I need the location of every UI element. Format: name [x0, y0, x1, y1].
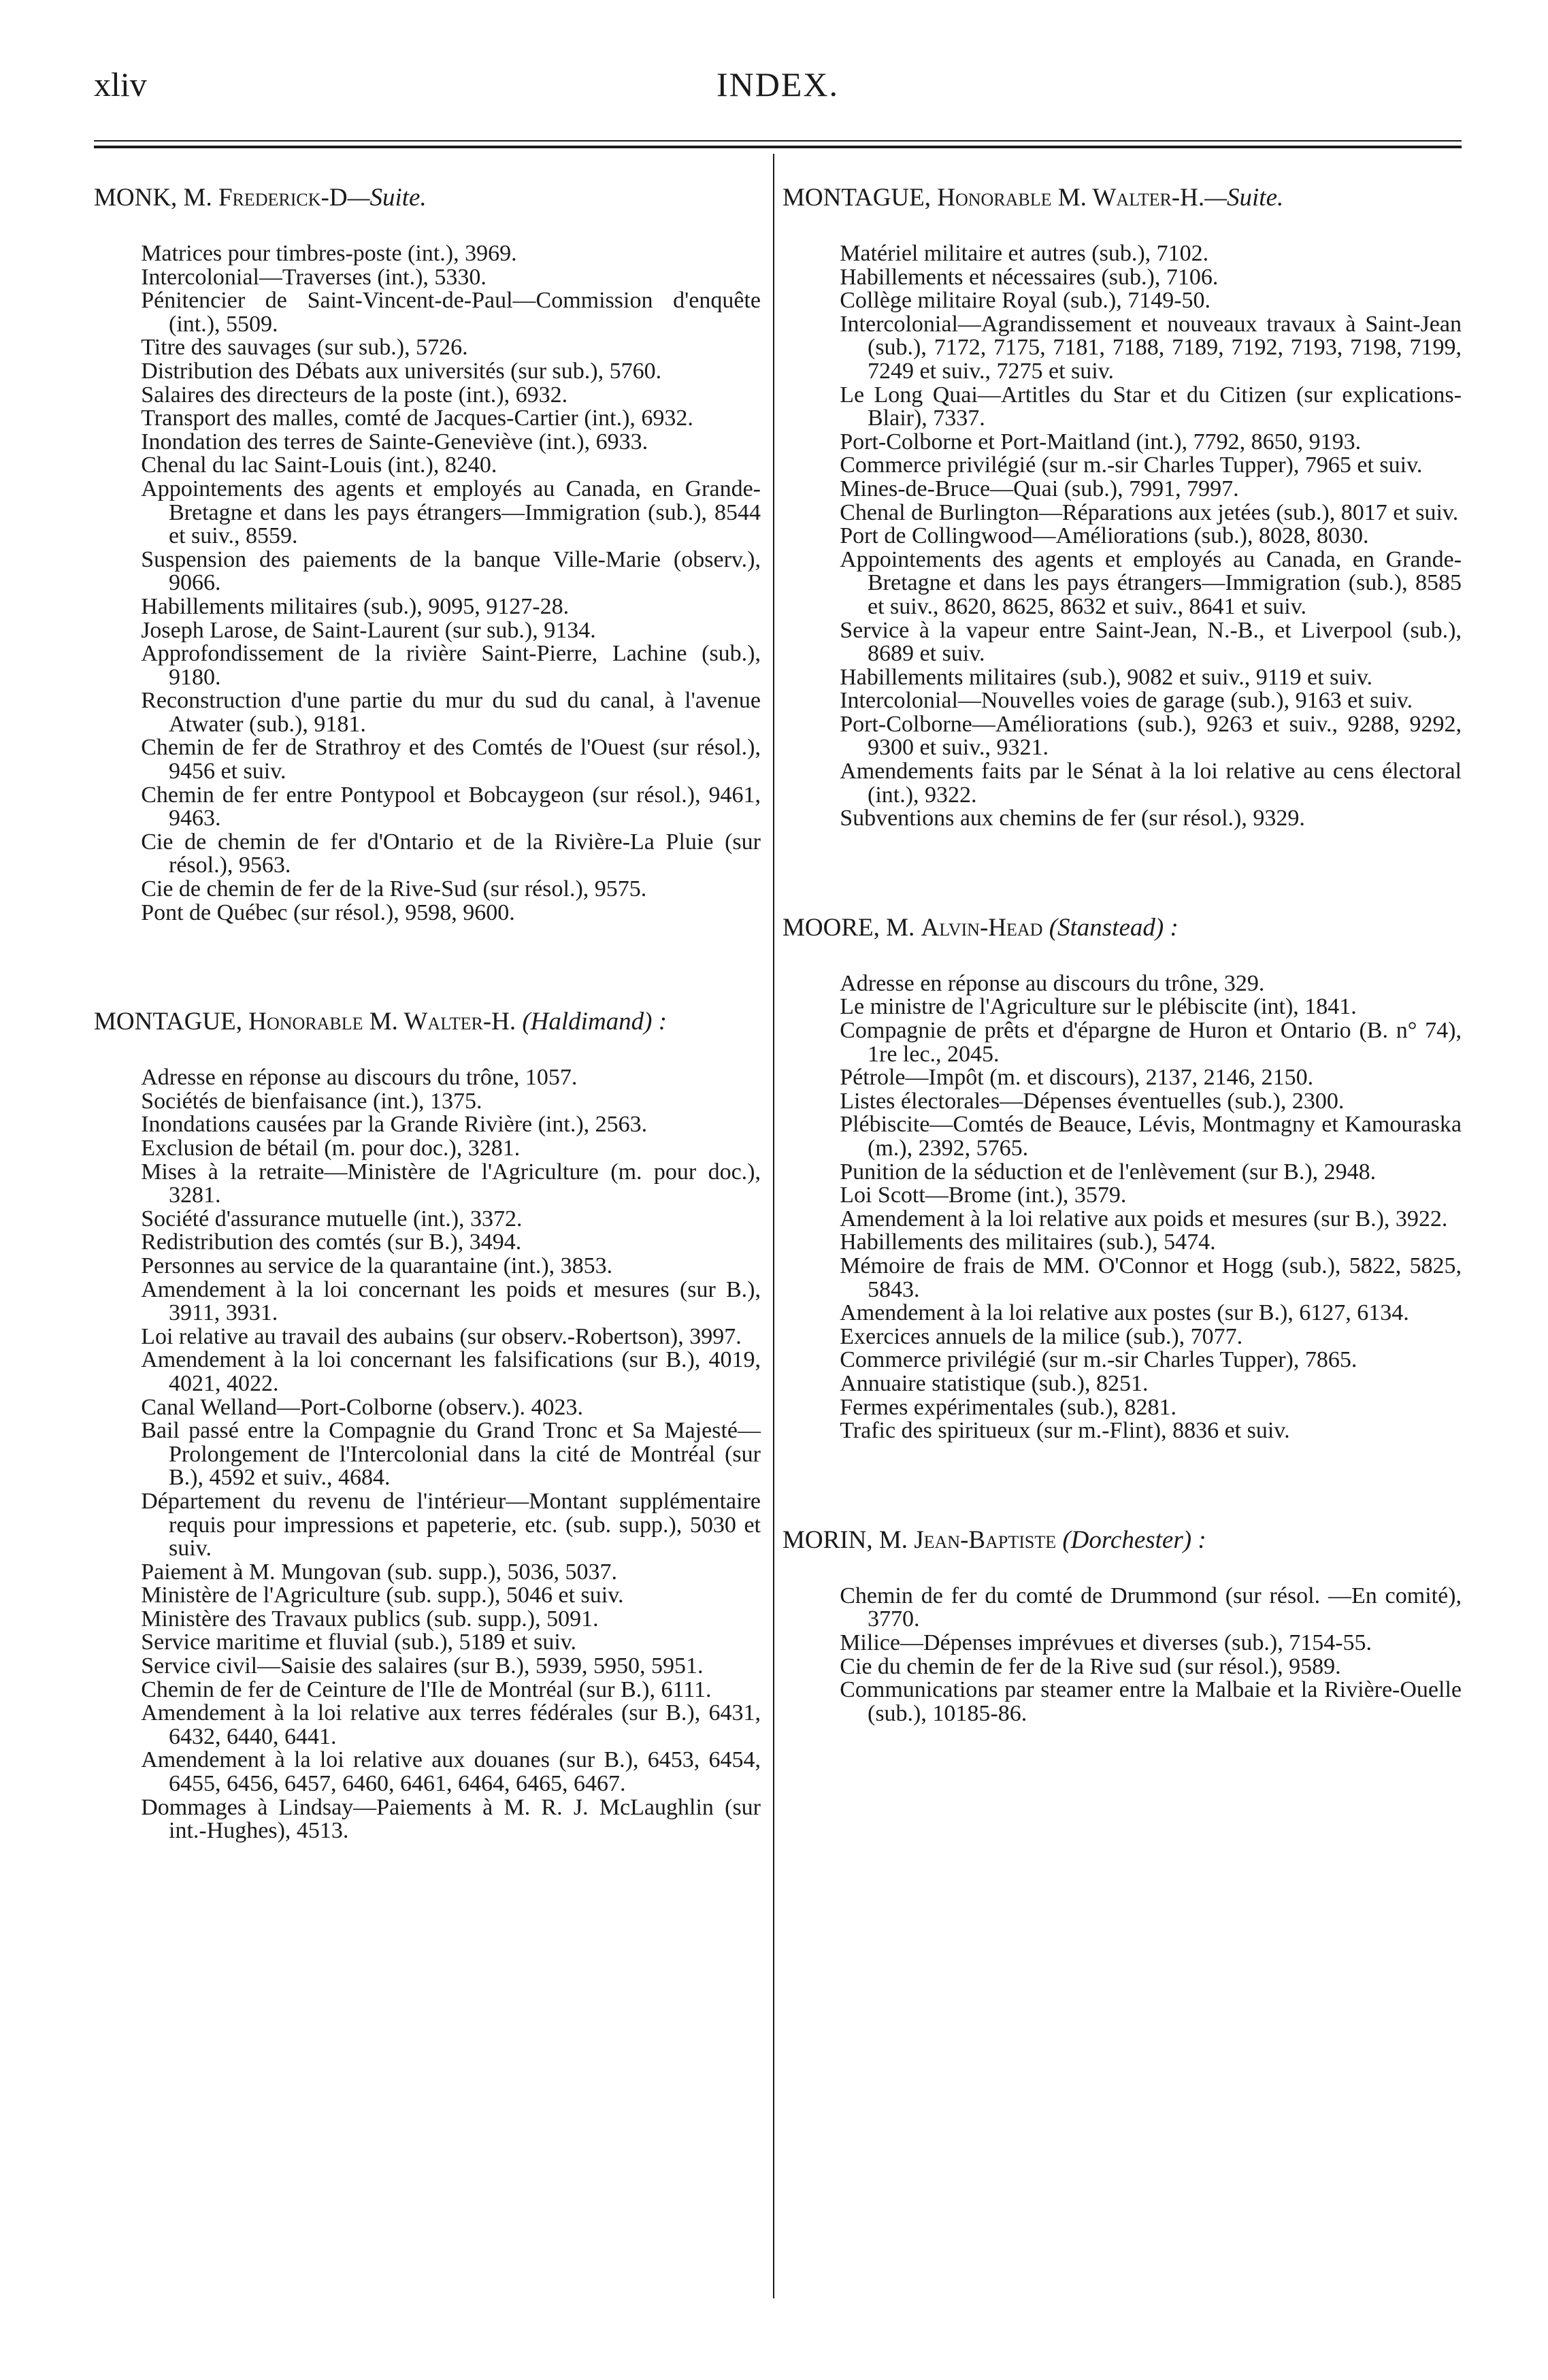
page-title: INDEX. — [716, 65, 840, 103]
index-entry: Mises à la retraite—Ministère de l'Agriculture (m. pour doc.), 3281. — [141, 1159, 761, 1208]
index-entry: Le ministre de l'Agriculture sur le plébiscite (int), 1841. — [840, 994, 1357, 1020]
index-entry: Appointements des agents et employés au Canada, en Grande-Bretagne et dans les pays étrangers—Immigration (sub.), 8585 et suiv., 8620, 8625, 8632 et suiv., 8641 et suiv. — [840, 546, 1462, 619]
index-entry: Mines-de-Bruce—Quai (sub.), 7991, 7997. — [840, 476, 1239, 501]
index-entry: Exercices annuels de la milice (sub.), 7077. — [840, 1323, 1243, 1349]
member-given-name: Jean-Baptiste — [914, 1525, 1057, 1554]
index-entry: Joseph Larose, de Saint-Laurent (sur sub.), 9134. — [141, 617, 596, 643]
index-entry: Transport des malles, comté de Jacques-Cartier (int.), 6932. — [141, 406, 693, 431]
index-section — [94, 1006, 761, 1843]
index-entry: Chemin de fer du comté de Drummond (sur résol. —En comité), 3770. — [840, 1583, 1462, 1632]
index-entry: Listes électorales—Dépenses éventuelles (sub.), 2300. — [840, 1088, 1345, 1114]
index-entry: Paiement à M. Mungovan (sub. supp.), 5036, 5037. — [141, 1559, 617, 1585]
index-entry: Amendement à la loi relative aux douanes (sur B.), 6453, 6454, 6455, 6456, 6457, 6460, 6461, 6464, 6465, 6467. — [141, 1747, 761, 1797]
index-entry: Matrices pour timbres-poste (int.), 3969. — [141, 241, 517, 266]
index-entry: Chenal du lac Saint-Louis (int.), 8240. — [141, 452, 497, 478]
index-entry: Intercolonial—Nouvelles voies de garage (sub.), 9163 et suiv. — [840, 688, 1413, 714]
index-entry: Trafic des spiritueux (sur m.-Flint), 8836 et suiv. — [840, 1418, 1290, 1444]
index-entry: Mémoire de frais de MM. O'Connor et Hogg (sub.), 5822, 5825, 5843. — [840, 1253, 1462, 1302]
index-section — [783, 182, 1462, 831]
entry-list — [94, 242, 761, 925]
section-gap — [783, 831, 1462, 912]
left-column — [94, 182, 761, 1843]
index-entry: Inondation des terres de Sainte-Geneviève (int.), 6933. — [141, 429, 648, 454]
member-name: MONTAGUE, — [783, 184, 938, 212]
index-entry: Cie du chemin de fer de la Rive sud (sur résol.), 9589. — [840, 1653, 1341, 1679]
index-entry: Fermes expérimentales (sub.), 8281. — [840, 1394, 1176, 1420]
index-entry: Chemin de fer entre Pontypool et Bobcaygeon (sur résol.), 9461, 9463. — [141, 782, 761, 831]
index-entry: Collège militaire Royal (sub.), 7149-50. — [840, 288, 1211, 314]
index-entry: Reconstruction d'une partie du mur du sud du canal, à l'avenue Atwater (sub.), 9181. — [141, 688, 761, 737]
index-entry: Subventions aux chemins de fer (sur résol.), 9329. — [840, 806, 1305, 831]
index-entry: Habillements des militaires (sub.), 5474. — [840, 1229, 1216, 1255]
index-entry: Salaires des directeurs de la poste (int.), 6932. — [141, 382, 568, 408]
member-given-name: Honorable M. Walter-H. — [248, 1008, 516, 1036]
index-entry: Loi relative au travail des aubains (sur observ.-Robertson), 3997. — [141, 1323, 742, 1349]
member-name: MONTAGUE, — [94, 1008, 249, 1036]
member-riding: (Stanstead) : — [1042, 913, 1179, 942]
index-section — [783, 1525, 1462, 1726]
index-entry: Cie de chemin de fer d'Ontario et de la Rivière-La Pluie (sur résol.), 9563. — [141, 829, 761, 878]
member-name: MONK, M. — [94, 184, 218, 212]
index-section — [94, 182, 761, 925]
right-column — [783, 182, 1462, 1725]
index-entry: Amendements faits par le Sénat à la loi relative au cens électoral (int.), 9322. — [840, 759, 1462, 808]
index-entry: Punition de la séduction et de l'enlèvement (sur B.), 2948. — [840, 1159, 1377, 1185]
member-riding: —Suite. — [1204, 184, 1284, 212]
member-name: MOORE, M. — [783, 913, 921, 942]
entry-list — [783, 242, 1462, 831]
index-entry: Port-Colborne—Améliorations (sub.), 9263 et suiv., 9288, 9292, 9300 et suiv., 9321. — [840, 711, 1462, 761]
index-entry: Compagnie de prêts et d'épargne de Huron et Ontario (B. n° 74), 1re lec., 2045. — [840, 1018, 1462, 1067]
index-entry: Intercolonial—Agrandissement et nouveaux travaux à Saint-Jean (sub.), 7172, 7175, 7181, 7188, 7189, 7192, 7193, 7198, 7199, 7249 et suiv., 7275 et suiv. — [840, 311, 1462, 384]
column-divider — [773, 154, 774, 2298]
index-entry: Inondations causées par la Grande Rivière (int.), 2563. — [141, 1112, 648, 1138]
index-entry: Chenal de Burlington—Réparations aux jetées (sub.), 8017 et suiv. — [840, 499, 1459, 525]
entry-list — [783, 1585, 1462, 1726]
member-name: MORIN, M. — [783, 1525, 915, 1554]
index-entry: Chemin de fer de Ceinture de l'Ile de Montréal (sur B.), 6111. — [141, 1676, 712, 1702]
index-entry: Annuaire statistique (sub.), 8251. — [840, 1370, 1149, 1396]
index-entry: Pétrole—Impôt (m. et discours), 2137, 2146, 2150. — [840, 1065, 1314, 1091]
member-riding: (Dorchester) : — [1056, 1525, 1206, 1554]
index-entry: Adresse en réponse au discours du trône, 1057. — [141, 1065, 578, 1091]
index-entry: Habillements et nécessaires (sub.), 7106. — [840, 264, 1219, 290]
index-entry: Approfondissement de la rivière Saint-Pierre, Lachine (sub.), 9180. — [141, 641, 761, 690]
member-heading — [783, 912, 1462, 944]
entry-list — [783, 972, 1462, 1443]
index-entry: Service maritime et fluvial (sub.), 5189 et suiv. — [141, 1630, 577, 1655]
section-gap — [94, 925, 761, 1006]
index-entry: Amendement à la loi concernant les falsifications (sur B.), 4019, 4021, 4022. — [141, 1347, 761, 1396]
index-entry: Plébiscite—Comtés de Beauce, Lévis, Montmagny et Kamouraska (m.), 2392, 5765. — [840, 1112, 1462, 1161]
index-entry: Canal Welland—Port-Colborne (observ.). 4023. — [141, 1394, 583, 1420]
page-header — [94, 65, 1462, 119]
member-riding: —Suite. — [347, 184, 427, 212]
index-entry: Exclusion de bétail (m. pour doc.), 3281. — [141, 1136, 521, 1161]
index-entry: Suspension des paiements de la banque Ville-Marie (observ.), 9066. — [141, 546, 761, 596]
index-entry: Distribution des Débats aux universités (sur sub.), 5760. — [141, 358, 662, 384]
index-entry: Port-Colborne et Port-Maitland (int.), 7792, 8650, 9193. — [840, 429, 1362, 454]
index-entry: Dommages à Lindsay—Paiements à M. R. J. McLaughlin (sur int.-Hughes), 4513. — [141, 1794, 761, 1844]
index-entry: Habillements militaires (sub.), 9095, 9127-28. — [141, 593, 570, 619]
index-entry: Service civil—Saisie des salaires (sur B.), 5939, 5950, 5951. — [141, 1653, 704, 1679]
section-gap — [783, 1443, 1462, 1525]
member-given-name: Honorable M. Walter-H. — [937, 184, 1205, 212]
index-entry: Amendement à la loi relative aux poids et mesures (sur B.), 3922. — [840, 1206, 1448, 1232]
header-rule-thick — [94, 146, 1462, 148]
index-entry: Matériel militaire et autres (sub.), 7102. — [840, 241, 1209, 266]
index-entry: Bail passé entre la Compagnie du Grand Tronc et Sa Majesté—Prolongement de l'Intercolonial dans la cité de Montréal (sur B.), 4592 et suiv., 4684. — [141, 1418, 761, 1491]
index-entry: Titre des sauvages (sur sub.), 5726. — [141, 335, 468, 361]
index-entry: Amendement à la loi relative aux terres fédérales (sur B.), 6431, 6432, 6440, 6441. — [141, 1700, 761, 1749]
index-entry: Amendement à la loi concernant les poids et mesures (sur B.), 3911, 3931. — [141, 1276, 761, 1326]
index-entry: Communications par steamer entre la Malbaie et la Rivière-Ouelle (sub.), 10185-86. — [840, 1677, 1462, 1726]
index-entry: Commerce privilégié (sur m.-sir Charles Tupper), 7965 et suiv. — [840, 452, 1423, 478]
index-entry: Service à la vapeur entre Saint-Jean, N.-B., et Liverpool (sub.), 8689 et suiv. — [840, 617, 1462, 667]
member-given-name: Frederick-D — [218, 184, 348, 212]
index-entry: Ministère de l'Agriculture (sub. supp.), 5046 et suiv. — [141, 1583, 624, 1608]
header-rule-thin — [94, 140, 1462, 142]
index-entry: Sociétés de bienfaisance (int.), 1375. — [141, 1088, 482, 1114]
index-entry: Intercolonial—Traverses (int.), 5330. — [141, 264, 487, 290]
index-entry: Habillements militaires (sub.), 9082 et suiv., 9119 et suiv. — [840, 664, 1373, 690]
member-heading — [94, 1006, 761, 1038]
index-entry: Cie de chemin de fer de la Rive-Sud (sur résol.), 9575. — [141, 876, 647, 902]
index-entry: Pénitencier de Saint-Vincent-de-Paul—Commission d'enquête (int.), 5509. — [141, 288, 761, 337]
index-section — [783, 912, 1462, 1443]
index-entry: Redistribution des comtés (sur B.), 3494. — [141, 1229, 522, 1255]
index-entry: Adresse en réponse au discours du trône, 329. — [840, 970, 1265, 996]
index-entry: Loi Scott—Brome (int.), 3579. — [840, 1183, 1127, 1208]
index-entry: Amendement à la loi relative aux postes (sur B.), 6127, 6134. — [840, 1300, 1409, 1326]
index-entry: Appointements des agents et employés au Canada, en Grande-Bretagne et dans les pays étrangers—Immigration (sub.), 8544 et suiv., 8559. — [141, 476, 761, 549]
index-entry: Département du revenu de l'intérieur—Montant supplémentaire requis pour impressions et papeterie, etc. (sub. supp.), 5030 et suiv. — [141, 1488, 761, 1561]
page-number: xliv — [94, 65, 147, 103]
member-given-name: Alvin-Head — [921, 913, 1043, 942]
member-riding: (Haldimand) : — [516, 1008, 668, 1036]
index-entry: Le Long Quai—Artitles du Star et du Citizen (sur explications-Blair), 7337. — [840, 382, 1462, 431]
member-heading — [94, 182, 761, 214]
index-entry: Milice—Dépenses imprévues et diverses (sub.), 7154-55. — [840, 1630, 1372, 1655]
index-entry: Ministère des Travaux publics (sub. supp.), 5091. — [141, 1606, 599, 1632]
index-entry: Personnes au service de la quarantaine (int.), 3853. — [141, 1253, 613, 1278]
member-heading — [783, 182, 1462, 214]
index-entry: Pont de Québec (sur résol.), 9598, 9600. — [141, 899, 515, 925]
index-entry: Commerce privilégié (sur m.-sir Charles Tupper), 7865. — [840, 1347, 1357, 1373]
index-entry: Société d'assurance mutuelle (int.), 3372. — [141, 1206, 523, 1232]
entry-list — [94, 1066, 761, 1843]
index-entry: Chemin de fer de Strathroy et des Comtés de l'Ouest (sur résol.), 9456 et suiv. — [141, 735, 761, 784]
index-entry: Port de Collingwood—Améliorations (sub.), 8028, 8030. — [840, 523, 1369, 549]
member-heading — [783, 1525, 1462, 1556]
